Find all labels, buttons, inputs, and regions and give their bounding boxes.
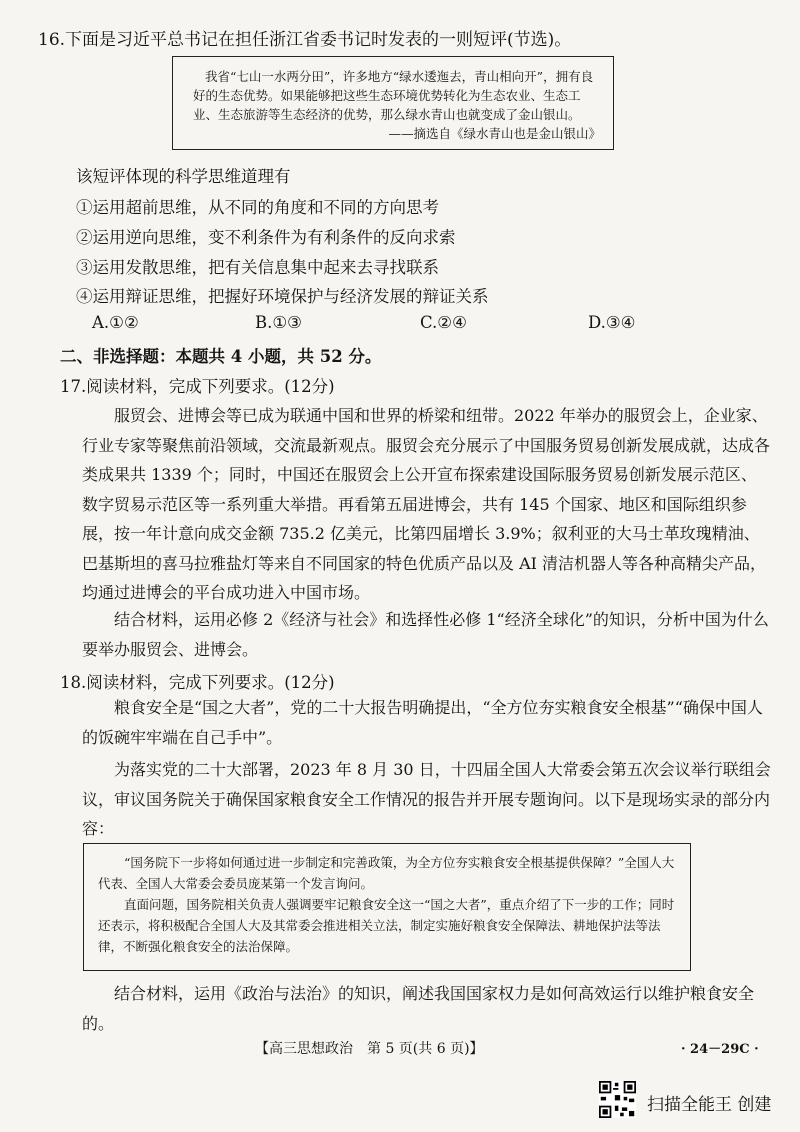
option-a: A.①② xyxy=(92,313,139,332)
transcript-box xyxy=(83,843,691,971)
question-17-task: 结合材料，运用必修 2《经济与社会》和选择性必修 1“经济全球化”的知识，分析中国为什么要举办服贸会、进博会。 xyxy=(82,610,769,659)
qr-code-icon xyxy=(599,1081,636,1118)
option-d: D.③④ xyxy=(588,313,636,332)
option-c: C.②④ xyxy=(420,313,467,332)
transcript-paragraph: 直面问题，国务院相关负责人强调要牢记粮食安全这一“国之大者”，重点介绍了下一步的工作；同时还表示，将积极配合全国人大及其常委会推进相关立法，制定实施好粮食安全保障法、耕地保护法等法律，不断强化粮食安全的法治保障。 xyxy=(98,897,675,954)
question-17-title: 17.阅读材料，完成下列要求。(12分) xyxy=(60,377,335,396)
question-17-material: 服贸会、进博会等已成为联通中国和世界的桥梁和纽带。2022 年举办的服贸会上，企业家、行业专家等聚焦前沿领域，交流最新观点。服贸会充分展示了中国服务贸易创新发展成就，达成各类成果共 1339 个；同时，中国还在服贸会上公开宣布探索建设国际服务贸易创新发展示范区、数字贸易示范区等一系列重大举措。再看第五届进博会，共有 145 个国家、地区和国际组织参展，按一年计意向成交金额 735.2 亿美元，比第四届增长 3.9%；叙利亚的大马士革玫瑰精油、巴基斯坦的喜马拉雅盐灯等来自不同国家的特色优质产品以及 AI 清洁机器人等各种高精尖产品，均通过进博会的平台成功进入中国市场。 xyxy=(82,406,771,602)
question-18-material-1: 粮食安全是“国之大者”，党的二十大报告明确提出，“全方位夯实粮食安全根基”“确保中国人的饭碗牢牢端在自己手中”。 xyxy=(82,698,763,747)
question-16-prompt: 该短评体现的科学思维道理有 xyxy=(76,167,291,186)
statement-4: ④运用辩证思维，把握好环境保护与经济发展的辩证关系 xyxy=(76,287,489,306)
question-16-stem: 16.下面是习近平总书记在担任浙江省委书记时发表的一则短评(节选)。 xyxy=(38,30,572,50)
statement-3: ③运用发散思维，把有关信息集中起来去寻找联系 xyxy=(76,258,439,277)
question-18-material-2: 为落实党的二十大部署，2023 年 8 月 30 日，十四届全国人大常委会第五次会议举行联组会议，审议国务院关于确保国家粮食安全工作情况的报告并开展专题询问。以下是现场实录的部分内容： xyxy=(82,760,771,838)
statement-2: ②运用逆向思维，变不利条件为有利条件的反向求索 xyxy=(76,228,456,247)
option-b: B.①③ xyxy=(255,313,302,332)
scanner-watermark: 扫描全能王 创建 xyxy=(647,1095,772,1115)
section-2-heading: 二、非选择题：本题共 4 小题，共 52 分。 xyxy=(60,347,382,366)
quote-box xyxy=(172,56,614,150)
quote-source: ——摘选自《绿水青山也是金山银山》 xyxy=(388,126,601,141)
quote-text: 我省“七山一水两分田”，许多地方“绿水逶迤去，青山相向开”，拥有良好的生态优势。如果能够把这些生态环境优势转化为生态农业、生态工业、生态旅游等生态经济的优势，那么绿水青山也就变成了金山银山。 xyxy=(193,69,594,122)
question-18-title: 18.阅读材料，完成下列要求。(12分) xyxy=(60,673,335,692)
paper-code: · 24－29C · xyxy=(681,1042,759,1057)
question-18-task: 结合材料，运用《政治与法治》的知识，阐述我国国家权力是如何高效运行以维护粮食安全的。 xyxy=(82,984,755,1033)
statement-1: ①运用超前思维，从不同的角度和不同的方向思考 xyxy=(76,198,439,217)
page-footer: 【高三思想政治 第 5 页(共 6 页)】 xyxy=(255,1041,484,1057)
transcript-paragraph: “国务院下一步将如何通过进一步制定和完善政策，为全方位夯实粮食安全根基提供保障？”全国人大代表、全国人大常委会委员庞某第一个发言询问。 xyxy=(98,855,675,891)
